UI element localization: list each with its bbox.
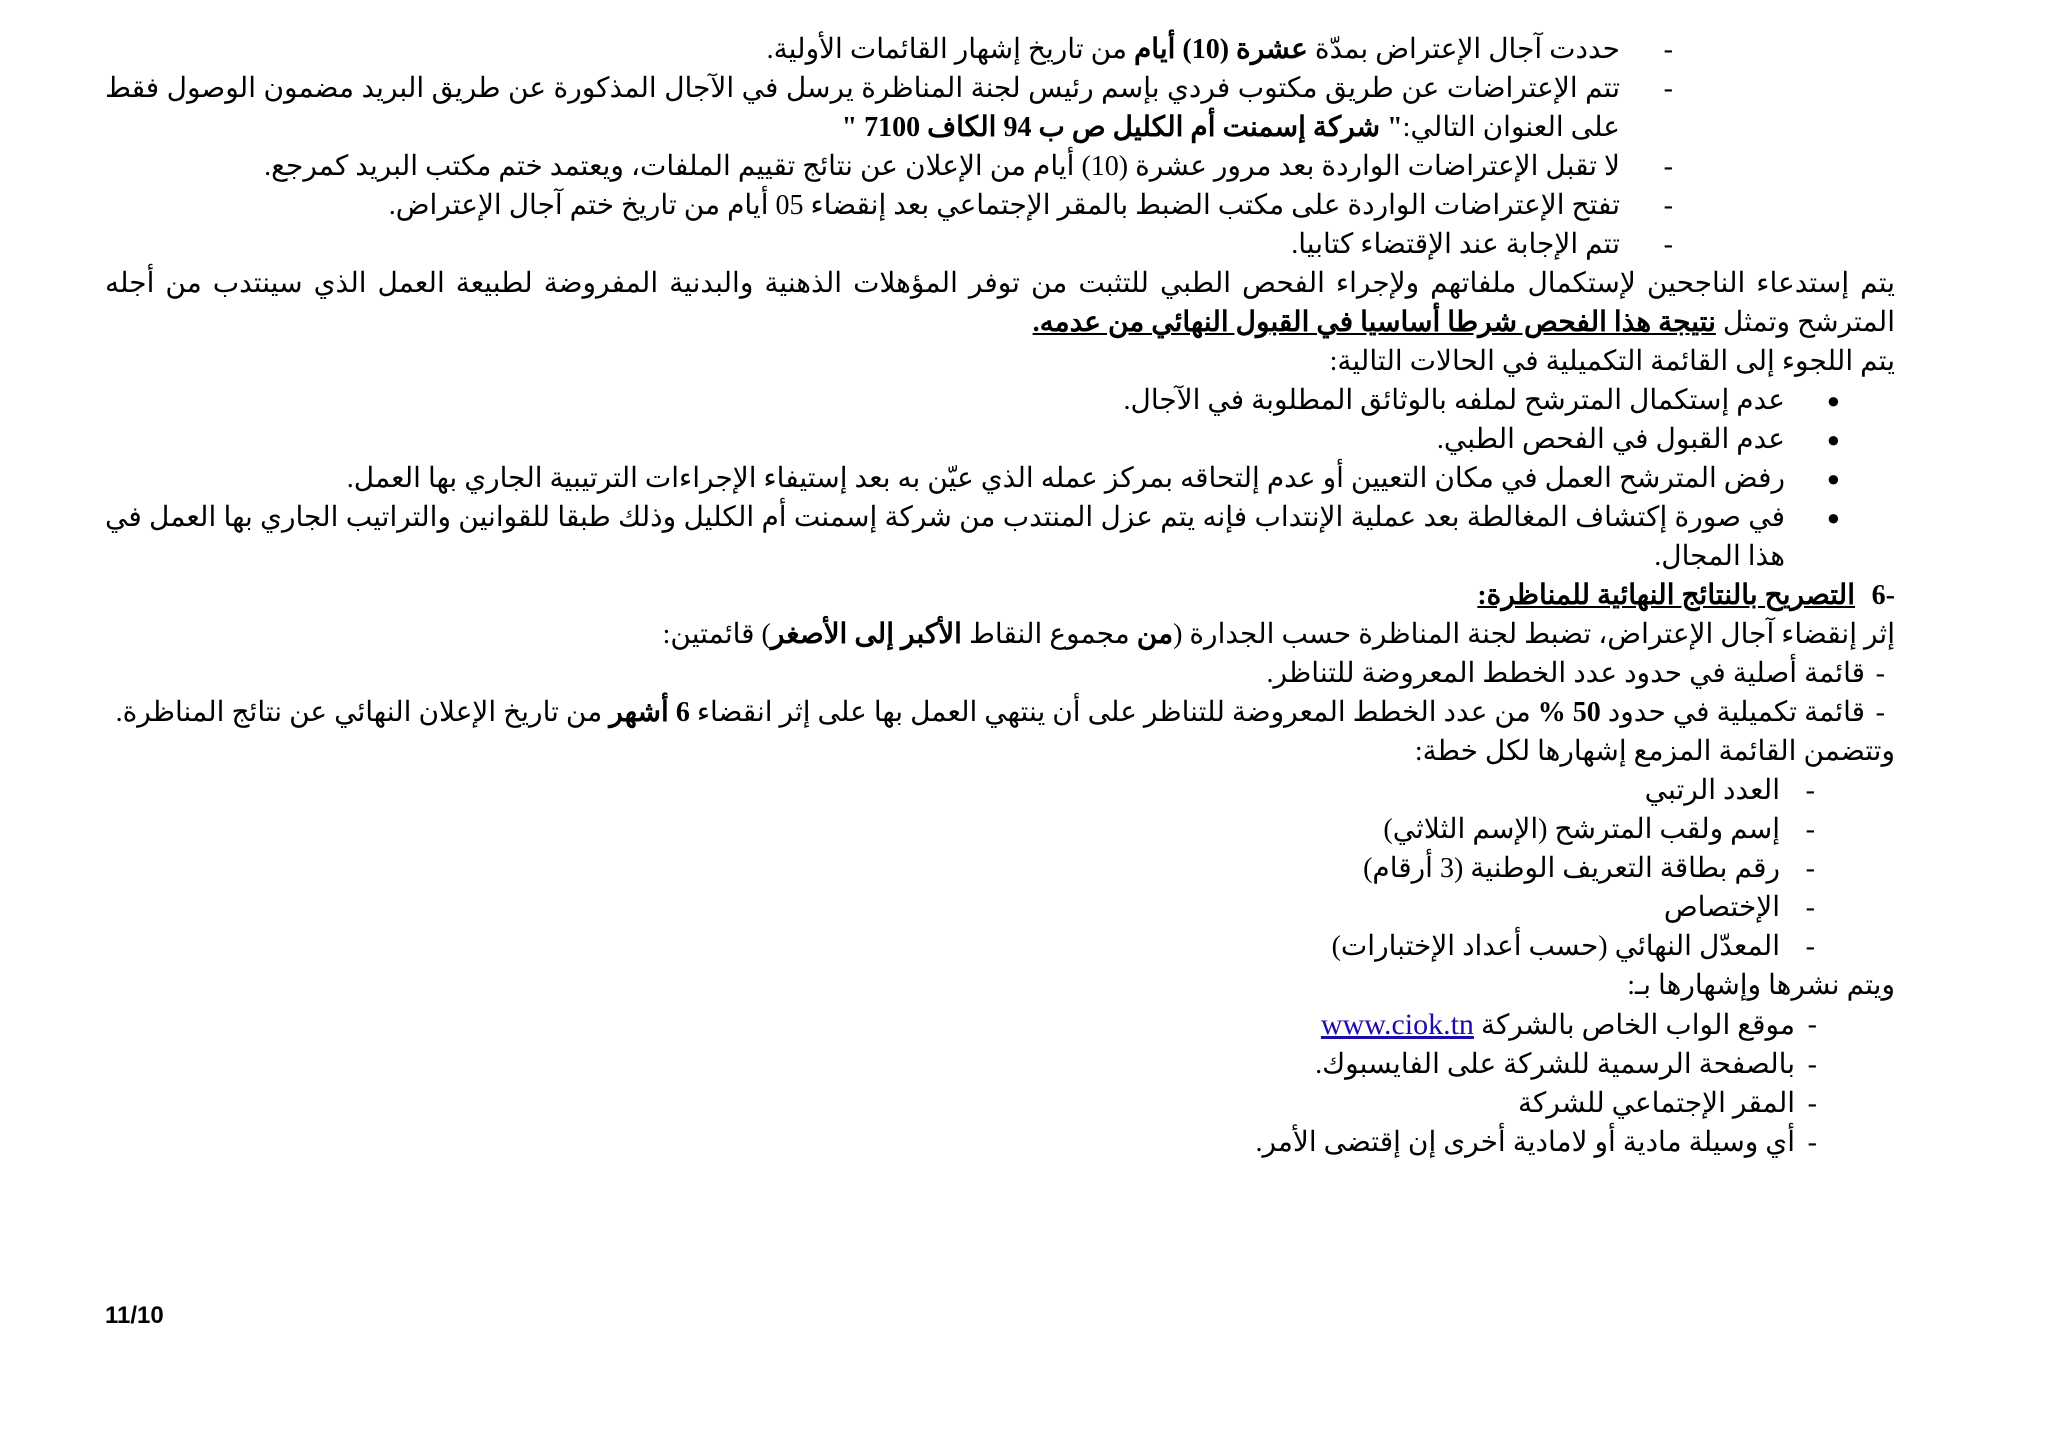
section-title: التصريح بالنتائج النهائية للمناظرة:: [1477, 580, 1855, 611]
dash-marker: -: [1807, 1009, 1817, 1040]
dash-marker: -: [1663, 190, 1673, 221]
item-text-end: من تاريخ إشهار القائمات الأولية.: [766, 34, 1134, 65]
item-text: موقع الواب الخاص بالشركة: [1480, 1010, 1795, 1041]
list-item: [105, 1084, 1895, 1123]
item-text: حددت آجال الإعتراض بمدّة: [1307, 34, 1620, 65]
item-bold: 6 أشهر: [609, 697, 690, 728]
paragraph-emphasis: نتيجة هذا الفحص شرطا أساسيا في القبول النهائي من عدمه.: [1032, 307, 1716, 338]
dash-marker: -: [1807, 1049, 1817, 1080]
dash-marker: -: [1805, 931, 1815, 962]
list-item: [105, 693, 1895, 732]
list-item: [105, 810, 1895, 849]
list-item: [105, 1005, 1895, 1045]
dash-marker: -: [1805, 814, 1815, 845]
page-number: 11/10: [105, 1302, 164, 1329]
item-text: في صورة إكتشاف المغالطة بعد عملية الإنتداب فإنه يتم عزل المنتدب من شركة إسمنت أم الكليل وذلك طبقا للقوانين والتراتيب الجاري بها العمل في هذا المجال.: [105, 502, 1785, 572]
list-item: [105, 888, 1895, 927]
item-text: تفتح الإعتراضات الواردة على مكتب الضبط بالمقر الإجتماعي بعد إنقضاء 05 أيام من تاريخ ختم آجال الإعتراض.: [388, 190, 1620, 221]
dash-marker: -: [1805, 892, 1815, 923]
dash-marker: -: [1663, 73, 1673, 104]
complementary-intro: يتم اللجوء إلى القائمة التكميلية في الحالات التالية:: [1329, 346, 1895, 377]
section-number: -6: [1871, 580, 1895, 611]
item-bold: 50 %: [1537, 697, 1601, 728]
list-item: [105, 69, 1895, 147]
item-text: إسم ولقب المترشح (الإسم الثلاثي): [1383, 814, 1780, 845]
bullet-marker: ●: [1826, 505, 1840, 530]
item-text: لا تقبل الإعتراضات الواردة بعد مرور عشرة (10) أيام من الإعلان عن نتائج تقييم الملفات، ويعتمد ختم مكتب البريد كمرجع.: [264, 151, 1620, 182]
bullet-item: [105, 459, 1895, 498]
intro-bold: من: [1136, 619, 1174, 650]
list-item: [105, 30, 1895, 69]
intro-bold: الأكبر إلى الأصغر: [770, 619, 962, 650]
item-text: أي وسيلة مادية أو لامادية أخرى إن إقتضى الأمر.: [1255, 1127, 1795, 1158]
item-text: بالصفحة الرسمية للشركة على الفايسبوك.: [1315, 1049, 1795, 1080]
item-text: من تاريخ الإعلان النهائي عن نتائج المناظرة.: [115, 697, 610, 728]
list-item: [105, 927, 1895, 966]
medical-paragraph: [105, 264, 1895, 342]
list-item: [105, 771, 1895, 810]
item-text: رفض المترشح العمل في مكان التعيين أو عدم إلتحاقه بمركز عمله الذي عيّن به بعد إستيفاء الإجراءات الترتيبية الجاري بها العمل.: [346, 463, 1785, 494]
dash-marker: -: [1875, 697, 1885, 728]
list-item: [105, 849, 1895, 888]
item-text: قائمة أصلية في حدود عدد الخطط المعروضة للتناظر.: [1266, 658, 1865, 689]
results-intro: [105, 615, 1895, 654]
item-text: عدم القبول في الفحص الطبي.: [1436, 424, 1785, 455]
intro-text: ) قائمتين:: [662, 619, 771, 650]
list-item: [105, 1123, 1895, 1162]
dash-marker: -: [1807, 1127, 1817, 1158]
item-text: تتم الإعتراضات عن طريق مكتوب فردي بإسم رئيس لجنة المناظرة يرسل في الآجال المذكورة عن طريق البريد مضمون الوصول فقط على العنوان التالي:: [105, 73, 1620, 143]
item-text: رقم بطاقة التعريف الوطنية (3 أرقام): [1363, 853, 1780, 884]
channels-intro: ويتم نشرها وإشهارها بـ:: [1627, 970, 1895, 1001]
dash-marker: -: [1875, 658, 1885, 689]
list-item: [105, 186, 1895, 225]
item-text: من عدد الخطط المعروضة للتناظر على أن ينتهي العمل بها على إثر انقضاء: [689, 697, 1538, 728]
bullet-marker: ●: [1826, 466, 1840, 491]
dash-marker: -: [1805, 775, 1815, 806]
document-body: [105, 30, 1895, 1162]
bullet-item: [105, 420, 1895, 459]
bullet-item: [105, 498, 1895, 576]
item-text: المعدّل النهائي (حسب أعداد الإختبارات): [1331, 931, 1780, 962]
item-text: العدد الرتبي: [1644, 775, 1780, 806]
list-item: [105, 147, 1895, 186]
dash-marker: -: [1663, 229, 1673, 260]
list-item: [105, 225, 1895, 264]
section-heading: [105, 576, 1895, 615]
dash-marker: -: [1663, 151, 1673, 182]
list-item: [105, 1045, 1895, 1084]
item-text: المقر الإجتماعي للشركة: [1518, 1088, 1795, 1119]
postal-address: " شركة إسمنت أم الكليل ص ب 94 الكاف 7100 ": [841, 112, 1403, 143]
list-item: [105, 654, 1895, 693]
dash-marker: -: [1807, 1088, 1817, 1119]
website-link[interactable]: www.ciok.tn: [1320, 1008, 1474, 1041]
bullet-item: [105, 381, 1895, 420]
intro-text: مجموع النقاط: [961, 619, 1137, 650]
bullet-marker: ●: [1826, 388, 1840, 413]
item-emphasis: عشرة (10) أيام: [1133, 34, 1308, 65]
bullet-marker: ●: [1826, 427, 1840, 452]
item-text: تتم الإجابة عند الإقتضاء كتابيا.: [1291, 229, 1620, 260]
publish-intro: وتتضمن القائمة المزمع إشهارها لكل خطة:: [1414, 736, 1895, 767]
intro-text: إثر إنقضاء آجال الإعتراض، تضبط لجنة المناظرة حسب الجدارة (: [1173, 619, 1895, 650]
item-text: قائمة تكميلية في حدود: [1600, 697, 1865, 728]
item-text: عدم إستكمال المترشح لملفه بالوثائق المطلوبة في الآجال.: [1123, 385, 1785, 416]
dash-marker: -: [1805, 853, 1815, 884]
dash-marker: -: [1663, 34, 1673, 65]
paragraph-text: يتم إستدعاء الناجحين لإستكمال ملفاتهم ولإجراء الفحص الطبي للتثبت من توفر المؤهلات الذهنية والبدنية المفروضة لطبيعة العمل الذي سينتدب من أجله المترشح وتمثل: [105, 268, 1895, 338]
item-text: الإختصاص: [1663, 892, 1780, 923]
